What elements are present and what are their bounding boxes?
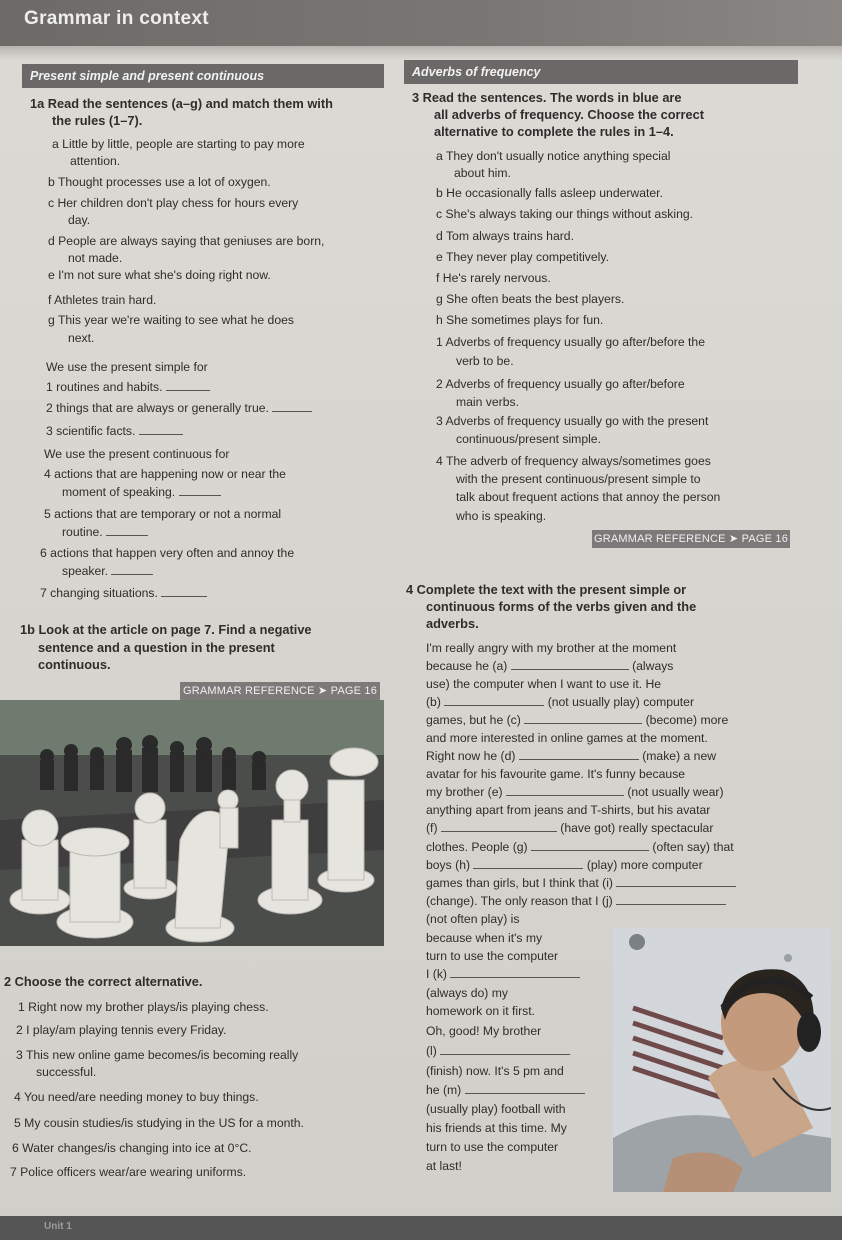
answer-blank[interactable] <box>179 485 221 496</box>
rule-6: 6 actions that happen very often and annoy the <box>40 546 295 560</box>
ex4-line: turn to use the computer <box>426 949 559 963</box>
answer-blank-c[interactable] <box>524 713 642 724</box>
answer-blank[interactable] <box>106 525 148 536</box>
ex4-line: he (m) <box>426 1083 585 1098</box>
ex4-line: I (k) <box>426 967 580 982</box>
ex3-rule-2-cont: main verbs. <box>456 395 519 409</box>
answer-blank[interactable] <box>111 564 153 575</box>
sentence-b: b Thought processes use a lot of oxygen. <box>48 175 271 189</box>
ex4-line: (change). The only reason that I (j) <box>426 894 726 909</box>
ex3-sentence-a: a They don't usually notice anything special <box>436 149 671 163</box>
exercise-3-prompt-cont: all adverbs of frequency. Choose the correct <box>434 107 704 122</box>
rule-1: 1 routines and habits. <box>46 380 210 395</box>
use-continuous-heading: We use the present continuous for <box>44 447 230 461</box>
ex3-sentence-g: g She often beats the best players. <box>436 292 625 306</box>
sentence-c: c Her children don't play chess for hours every <box>48 196 299 210</box>
rule-5-cont: routine. <box>62 525 148 540</box>
page-title: Grammar in context <box>24 8 209 29</box>
ex2-item-5: 5 My cousin studies/is studying in the US for a month. <box>14 1116 304 1130</box>
ex3-rule-4-cont3: who is speaking. <box>456 509 547 523</box>
ex4-line: I'm really angry with my brother at the moment <box>426 641 677 655</box>
ex4-line: because he (a) (always <box>426 659 674 673</box>
exercise-1b-prompt-cont: sentence and a question in the present <box>38 640 275 655</box>
ex2-item-6: 6 Water changes/is changing into ice at 0°C. <box>12 1141 252 1155</box>
header-banner <box>0 0 842 46</box>
answer-blank-m[interactable] <box>465 1083 585 1094</box>
exercise-1a-prompt-cont: the rules (1–7). <box>52 113 143 128</box>
section-title-present: Present simple and present continuous <box>22 64 384 88</box>
answer-blank-a[interactable] <box>511 659 629 670</box>
ex3-rule-1: 1 Adverbs of frequency usually go after/before the <box>436 335 705 349</box>
ex4-line: games, but he (c) (become) more <box>426 713 729 727</box>
ex2-item-4: 4 You need/are needing money to buy things. <box>14 1090 259 1104</box>
rule-2: 2 things that are always or generally true. <box>46 401 312 416</box>
ex3-rule-4: 4 The adverb of frequency always/sometimes goes <box>436 454 711 468</box>
ex3-sentence-c: c She's always taking our things without asking. <box>436 207 694 221</box>
exercise-2-title: 2 Choose the correct alternative. <box>4 974 203 989</box>
sentence-g: g This year we're waiting to see what he does <box>48 313 294 327</box>
exercise-1a-prompt: 1a Read the sentences (a–g) and match them with <box>30 96 333 111</box>
exercise-1b-prompt: 1b Look at the article on page 7. Find a negative <box>20 622 312 637</box>
sentence-d: d People are always saying that geniuses are born, <box>48 234 325 248</box>
grammar-reference-badge: GRAMMAR REFERENCE ➤ PAGE 16 <box>180 682 380 700</box>
ex4-line: use) the computer when I want to use it. He <box>426 677 662 691</box>
ex4-line: (finish) now. It's 5 pm and <box>426 1064 564 1078</box>
ex4-line: anything apart from jeans and T-shirts, but his avatar <box>426 803 711 817</box>
ex2-item-2: 2 I play/am playing tennis every Friday. <box>16 1023 227 1037</box>
ex3-rule-4-cont: with the present continuous/present simple to <box>456 472 701 486</box>
sentence-a: a Little by little, people are starting to pay more <box>52 137 305 151</box>
rule-4: 4 actions that are happening now or near the <box>44 467 286 481</box>
boy-illustration <box>613 928 831 1192</box>
ex4-line: avatar for his favourite game. It's funny because <box>426 767 686 781</box>
use-simple-heading: We use the present simple for <box>46 360 208 374</box>
sentence-e: e I'm not sure what she's doing right now. <box>48 268 271 282</box>
exercise-3-prompt: 3 Read the sentences. The words in blue are <box>412 90 682 105</box>
ex4-line: Right now he (d) (make) a new <box>426 749 717 763</box>
answer-blank-i[interactable] <box>616 876 736 887</box>
banner-shadow <box>0 46 842 60</box>
ex3-sentence-e: e They never play competitively. <box>436 250 609 264</box>
answer-blank-k[interactable] <box>450 967 580 978</box>
exercise-4-prompt-cont2: adverbs. <box>426 616 479 631</box>
answer-blank-b[interactable] <box>444 695 544 706</box>
answer-blank-f[interactable] <box>441 821 557 832</box>
answer-blank-g[interactable] <box>531 840 649 851</box>
ex3-rule-2: 2 Adverbs of frequency usually go after/before <box>436 377 685 391</box>
ex3-rule-1-cont: verb to be. <box>456 354 514 368</box>
ex4-line: and more interested in online games at the moment. <box>426 731 708 745</box>
chess-illustration <box>0 700 384 946</box>
ex4-line: because when it's my <box>426 931 543 945</box>
rule-7: 7 changing situations. <box>40 586 207 601</box>
ex3-rule-3-cont: continuous/present simple. <box>456 432 601 446</box>
ex2-item-3-cont: successful. <box>36 1065 97 1079</box>
exercise-4-prompt-cont: continuous forms of the verbs given and the <box>426 599 697 614</box>
boy-with-headphones-photo <box>613 928 831 1192</box>
exercise-4-prompt: 4 Complete the text with the present simple or <box>406 582 687 597</box>
answer-blank[interactable] <box>161 586 207 597</box>
sentence-c-cont: day. <box>68 213 91 227</box>
rule-5: 5 actions that are temporary or not a normal <box>44 507 282 521</box>
section-title-adverbs: Adverbs of frequency <box>404 60 798 84</box>
ex3-sentence-h: h She sometimes plays for fun. <box>436 313 604 327</box>
ex4-line: at last! <box>426 1159 462 1173</box>
ex4-line: games than girls, but I think that (i) <box>426 876 736 891</box>
footer-bar <box>0 1216 842 1240</box>
ex4-line: turn to use the computer <box>426 1140 559 1154</box>
rule-3: 3 scientific facts. <box>46 424 183 439</box>
answer-blank-h[interactable] <box>473 858 583 869</box>
answer-blank[interactable] <box>139 424 183 435</box>
exercise-1b-prompt-cont2: continuous. <box>38 657 111 672</box>
ex4-line: (l) <box>426 1044 570 1059</box>
ex4-line: (always do) my <box>426 986 508 1000</box>
answer-blank-d[interactable] <box>519 749 639 760</box>
grammar-reference-badge: GRAMMAR REFERENCE ➤ PAGE 16 <box>592 530 790 548</box>
ex4-line: (b) (not usually play) computer <box>426 695 695 709</box>
ex3-sentence-a-cont: about him. <box>454 166 511 180</box>
exercise-3-prompt-cont2: alternative to complete the rules in 1–4. <box>434 124 674 139</box>
ex4-line: (usually play) football with <box>426 1102 566 1116</box>
ex4-line: my brother (e) (not usually wear) <box>426 785 724 799</box>
ex4-line: clothes. People (g) (often say) that <box>426 840 734 854</box>
ex4-line: (f) (have got) really spectacular <box>426 821 714 835</box>
sentence-f: f Athletes train hard. <box>48 293 157 307</box>
ex4-line: (not often play) is <box>426 912 520 926</box>
ex2-item-7: 7 Police officers wear/are wearing uniforms. <box>10 1165 247 1179</box>
ex3-sentence-d: d Tom always trains hard. <box>436 229 574 243</box>
sentence-g-cont: next. <box>68 331 95 345</box>
ex2-item-3: 3 This new online game becomes/is becoming really <box>16 1048 299 1062</box>
ex4-line: boys (h) (play) more computer <box>426 858 703 872</box>
ex3-sentence-b: b He occasionally falls asleep underwater. <box>436 186 663 200</box>
answer-blank-e[interactable] <box>506 785 624 796</box>
rule-4-cont: moment of speaking. <box>62 485 221 500</box>
sentence-a-cont: attention. <box>70 154 121 168</box>
ex4-line: homework on it first. <box>426 1004 536 1018</box>
unit-label: Unit 1 <box>44 1221 72 1232</box>
answer-blank-j[interactable] <box>616 894 726 905</box>
chess-photo <box>0 700 384 946</box>
rule-6-cont: speaker. <box>62 564 153 579</box>
ex2-item-1: 1 Right now my brother plays/is playing chess. <box>18 1000 269 1014</box>
answer-blank[interactable] <box>272 401 312 412</box>
ex3-sentence-f: f He's rarely nervous. <box>436 271 551 285</box>
answer-blank[interactable] <box>166 380 210 391</box>
answer-blank-l[interactable] <box>440 1044 570 1055</box>
ex3-rule-4-cont2: talk about frequent actions that annoy the person <box>456 490 721 504</box>
ex4-line: his friends at this time. My <box>426 1121 567 1135</box>
ex3-rule-3: 3 Adverbs of frequency usually go with the present <box>436 414 709 428</box>
ex4-line: Oh, good! My brother <box>426 1024 542 1038</box>
sentence-d-cont: not made. <box>68 251 123 265</box>
